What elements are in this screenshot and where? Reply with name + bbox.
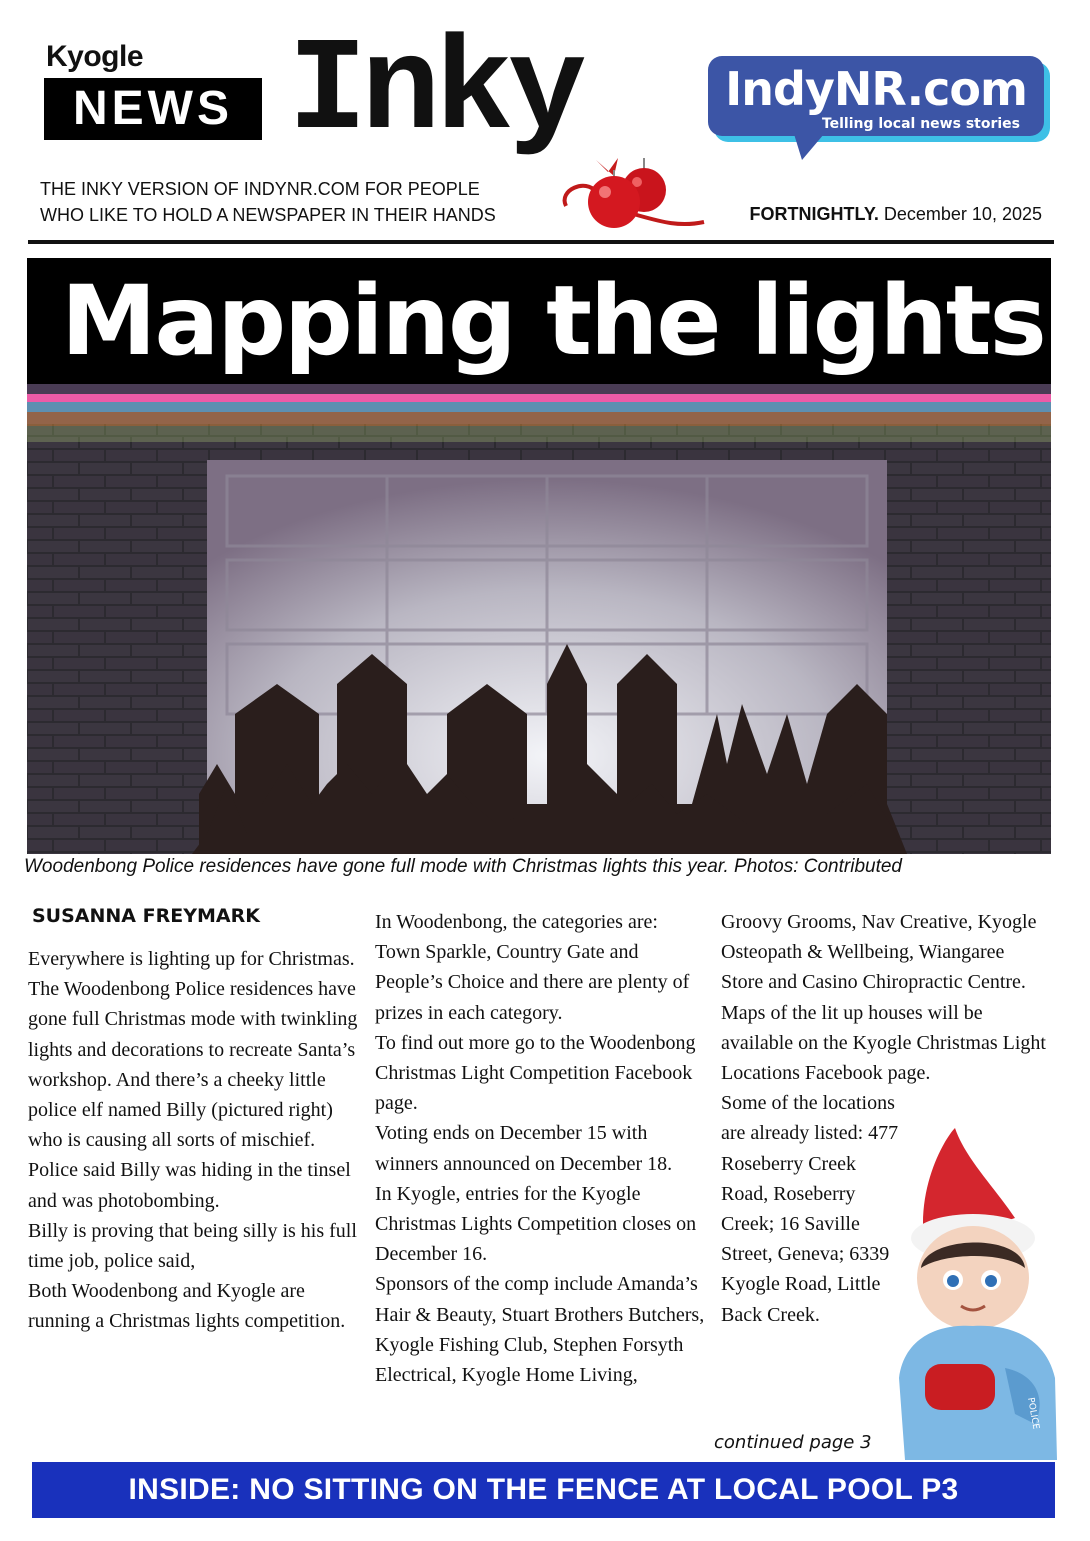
dateline <box>750 204 1042 225</box>
article-column-2 <box>375 907 705 1390</box>
paragraph: To find out more go to the Woodenbong Christmas Light Competition Facebook page. <box>375 1031 696 1115</box>
paragraph: Some of the locations are already listed: 477 Roseberry Creek Road, Roseberry Creek; 16 Saville Street, Geneva; 6339 Kyogle Road, Little Back Creek. <box>721 1092 899 1326</box>
kyogle-label: Kyogle <box>46 40 144 73</box>
paragraph: The Woodenbong Police residences have gone full Christmas mode with twinkling lights and decorations to recreate Santa’s workshop. And there’s a cheeky little police elf named Billy (pictured right) who is causing all sorts of mischief. <box>28 978 358 1152</box>
paragraph: Billy is proving that being silly is his full time job, police said, <box>28 1219 357 1273</box>
paragraph: Voting ends on December 15 with winners announced on December 18. <box>375 1122 673 1175</box>
elf-badge: POLICE <box>1025 1396 1041 1431</box>
hero-photo <box>27 384 1051 854</box>
paragraph: Both Woodenbong and Kyogle are running a Christmas lights competition. <box>28 1280 346 1333</box>
fairy-lights <box>27 394 1051 442</box>
frequency: FORTNIGHTLY. <box>749 204 879 224</box>
tagline <box>40 176 580 228</box>
hero-panel <box>27 258 1051 854</box>
police-elf-photo <box>885 1128 1065 1460</box>
article-column-1 <box>28 944 358 1337</box>
continued-link[interactable]: continued page 3 <box>714 1432 872 1453</box>
tagline-line-2: WHO LIKE TO HOLD A NEWSPAPER IN THEIR HANDS <box>40 205 496 225</box>
paragraph: In Woodenbong, the categories are: Town Sparkle, Country Gate and People’s Choice and there are plenty of prizes in each category. <box>375 911 690 1024</box>
paragraph: Everywhere is lighting up for Christmas. <box>28 948 355 970</box>
paragraph: Groovy Grooms, Nav Creative, Kyogle Osteopath & Wellbeing, Wiangaree Store and Casino Chiropractic Centre. <box>721 911 1037 994</box>
headline: Mapping the lights <box>61 265 1045 377</box>
paragraph: Police said Billy was hiding in the tinsel and was photobombing. <box>28 1159 351 1212</box>
paragraph: Maps of the lit up houses will be available on the Kyogle Christmas Light Locations Facebook page. <box>721 1001 1046 1085</box>
masthead-rule <box>28 240 1054 244</box>
issue-date: December 10, 2025 <box>883 204 1042 224</box>
photo-caption: Woodenbong Police residences have gone full mode with Christmas lights this year. Photos: Contributed <box>24 856 902 877</box>
logo-subtitle: Telling local news stories <box>821 116 1020 132</box>
byline: SUSANNA FREYMARK <box>32 905 260 927</box>
christmas-baubles-icon <box>556 150 706 240</box>
speech-tail-icon <box>794 134 834 164</box>
indynr-logo[interactable] <box>708 56 1052 164</box>
inside-banner[interactable]: INSIDE: NO SITTING ON THE FENCE AT LOCAL POOL P3 <box>32 1462 1055 1518</box>
news-wordmark: NEWS <box>44 78 262 140</box>
paragraph: Sponsors of the comp include Amanda’s Hair & Beauty, Stuart Brothers Butchers, Kyogle Fishing Club, Stephen Forsyth Electrical, Kyogle Home Living, <box>375 1273 705 1387</box>
tagline-line-1: THE INKY VERSION OF INDYNR.COM FOR PEOPLE <box>40 179 480 199</box>
inky-wordmark: Inky <box>288 17 581 167</box>
paragraph: In Kyogle, entries for the Kyogle Christmas Lights Competition closes on December 16. <box>375 1182 697 1266</box>
logo-title: IndyNR.com <box>725 62 1027 116</box>
